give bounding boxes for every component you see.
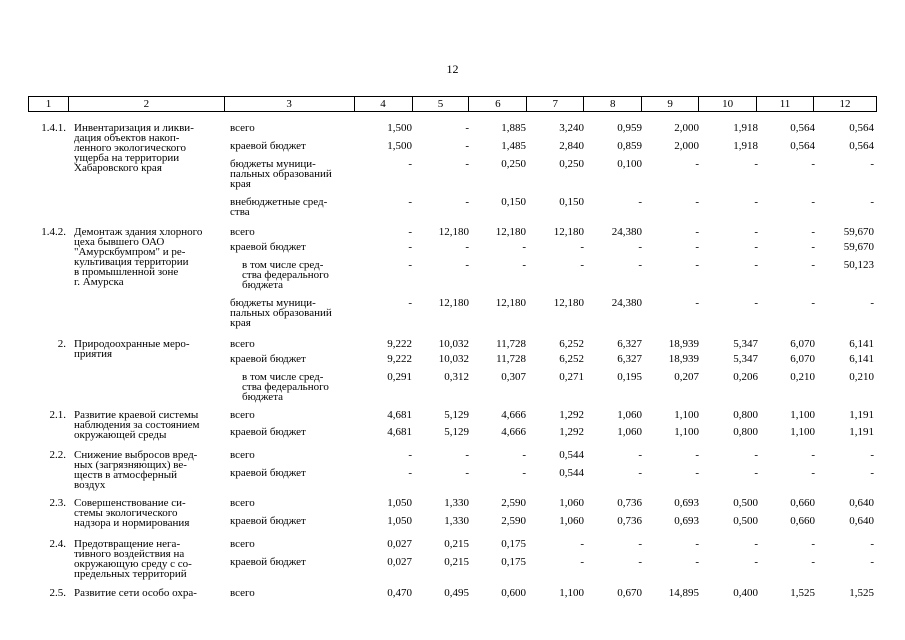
value-cell: 11,728 <box>496 353 526 365</box>
value-cell: 1,060 <box>617 426 642 438</box>
value-cell: 1,100 <box>790 426 815 438</box>
value-cell: - <box>580 241 584 253</box>
value-cell: - <box>638 259 642 271</box>
value-cell: - <box>811 241 815 253</box>
value-cell: 1,500 <box>387 122 412 134</box>
value-cell: 0,600 <box>501 587 526 599</box>
column-header-3: 3 <box>224 97 354 112</box>
value-cell: 6,327 <box>617 338 642 350</box>
value-cell: - <box>465 449 469 461</box>
value-cell: - <box>465 140 469 152</box>
value-cell: - <box>811 226 815 238</box>
value-cell: 0,250 <box>559 158 584 170</box>
value-cell: 1,100 <box>674 409 699 421</box>
value-cell: 0,564 <box>790 122 815 134</box>
value-cell: 0,693 <box>674 515 699 527</box>
value-cell: 4,681 <box>387 426 412 438</box>
row-code: 2.5. <box>49 587 66 599</box>
value-cell: 1,100 <box>790 409 815 421</box>
value-cell: 6,141 <box>849 338 874 350</box>
value-cell: - <box>408 226 412 238</box>
value-cell: 1,918 <box>733 122 758 134</box>
value-cell: - <box>580 556 584 568</box>
value-cell: - <box>695 556 699 568</box>
value-cell: 2,840 <box>559 140 584 152</box>
value-cell: 0,215 <box>444 538 469 550</box>
value-cell: 1,100 <box>674 426 699 438</box>
value-cell: 1,292 <box>559 409 584 421</box>
funding-source: всего <box>230 449 255 461</box>
value-cell: - <box>408 467 412 479</box>
value-cell: 0,195 <box>617 371 642 383</box>
value-cell: - <box>408 449 412 461</box>
value-cell: 0,800 <box>733 426 758 438</box>
value-cell: - <box>695 196 699 208</box>
value-cell: - <box>695 226 699 238</box>
row-title: Снижение выбросов вред- ных (загрязняющих) ве- ществ в атмосферный воздух <box>74 449 198 491</box>
value-cell: 9,222 <box>387 353 412 365</box>
value-cell: - <box>811 467 815 479</box>
row-code: 2. <box>57 338 66 350</box>
value-cell: 1,885 <box>501 122 526 134</box>
value-cell: 6,252 <box>559 338 584 350</box>
value-cell: 12,180 <box>553 226 584 238</box>
value-cell: - <box>754 538 758 550</box>
column-header-table <box>28 96 877 112</box>
funding-source: всего <box>230 226 255 238</box>
value-cell: - <box>580 538 584 550</box>
value-cell: 0,175 <box>501 538 526 550</box>
value-cell: 5,129 <box>444 426 469 438</box>
value-cell: - <box>522 259 526 271</box>
value-cell: 0,100 <box>617 158 642 170</box>
value-cell: - <box>408 196 412 208</box>
row-title: Развитие сети особо охра- <box>74 587 197 599</box>
column-header-2: 2 <box>68 97 224 112</box>
row-title: Совершенствование си- стемы экологического надзора и нормирования <box>74 497 190 529</box>
column-header-4: 4 <box>354 97 412 112</box>
value-cell: 1,060 <box>617 409 642 421</box>
value-cell: 0,564 <box>790 140 815 152</box>
funding-source: краевой бюджет <box>230 353 306 365</box>
column-header-11: 11 <box>757 97 814 112</box>
value-cell: 1,060 <box>559 515 584 527</box>
value-cell: 1,485 <box>501 140 526 152</box>
value-cell: 0,670 <box>617 587 642 599</box>
value-cell: 4,681 <box>387 409 412 421</box>
column-header-row <box>29 97 877 112</box>
value-cell: 0,027 <box>387 556 412 568</box>
value-cell: - <box>408 297 412 309</box>
value-cell: - <box>638 538 642 550</box>
value-cell: 1,330 <box>444 515 469 527</box>
value-cell: 0,215 <box>444 556 469 568</box>
value-cell: - <box>870 196 874 208</box>
value-cell: 4,666 <box>501 409 526 421</box>
funding-source: всего <box>230 409 255 421</box>
value-cell: - <box>754 556 758 568</box>
value-cell: 0,207 <box>674 371 699 383</box>
value-cell: - <box>580 259 584 271</box>
value-cell: 24,380 <box>611 226 642 238</box>
value-cell: 0,500 <box>733 497 758 509</box>
value-cell: 0,400 <box>733 587 758 599</box>
value-cell: - <box>811 196 815 208</box>
value-cell: - <box>754 226 758 238</box>
row-code: 1.4.1. <box>41 122 66 134</box>
value-cell: 0,564 <box>849 140 874 152</box>
value-cell: - <box>870 538 874 550</box>
funding-source: в том числе сред- ства федерального бюджета <box>242 371 329 403</box>
value-cell: 0,210 <box>849 371 874 383</box>
value-cell: - <box>695 241 699 253</box>
row-title: Природоохранные меро- приятия <box>74 338 190 360</box>
column-header-1: 1 <box>29 97 69 112</box>
value-cell: - <box>638 449 642 461</box>
value-cell: 0,736 <box>617 515 642 527</box>
row-code: 2.1. <box>49 409 66 421</box>
value-cell: 0,544 <box>559 449 584 461</box>
value-cell: - <box>811 297 815 309</box>
value-cell: 1,050 <box>387 515 412 527</box>
value-cell: - <box>811 259 815 271</box>
value-cell: 6,141 <box>849 353 874 365</box>
row-title: Предотвращение нега- тивного воздействия на окружающую среду с со- предельных территорий <box>74 538 192 580</box>
column-header-7: 7 <box>527 97 584 112</box>
column-header-12: 12 <box>813 97 876 112</box>
value-cell: 0,660 <box>790 515 815 527</box>
value-cell: 12,180 <box>438 226 469 238</box>
row-title: Инвентаризация и ликви- дация объектов накоп- ленного экологического ущерба на территории Хабаровского края <box>74 122 194 174</box>
value-cell: 0,150 <box>559 196 584 208</box>
value-cell: 0,693 <box>674 497 699 509</box>
value-cell: - <box>811 556 815 568</box>
value-cell: - <box>811 158 815 170</box>
value-cell: 0,564 <box>849 122 874 134</box>
value-cell: - <box>870 556 874 568</box>
value-cell: 12,180 <box>495 226 526 238</box>
value-cell: - <box>811 538 815 550</box>
value-cell: 6,327 <box>617 353 642 365</box>
funding-source: краевой бюджет <box>230 467 306 479</box>
row-code: 1.4.2. <box>41 226 66 238</box>
value-cell: - <box>408 259 412 271</box>
funding-source: всего <box>230 587 255 599</box>
funding-source: краевой бюджет <box>230 241 306 253</box>
value-cell: - <box>408 241 412 253</box>
value-cell: 1,191 <box>849 426 874 438</box>
value-cell: - <box>638 241 642 253</box>
value-cell: 1,191 <box>849 409 874 421</box>
value-cell: - <box>754 196 758 208</box>
value-cell: 10,032 <box>438 353 469 365</box>
value-cell: 0,500 <box>733 515 758 527</box>
value-cell: - <box>870 467 874 479</box>
column-header-5: 5 <box>412 97 469 112</box>
value-cell: 59,670 <box>843 241 874 253</box>
value-cell: 18,939 <box>668 338 699 350</box>
value-cell: 24,380 <box>611 297 642 309</box>
row-title: Демонтаж здания хлорного цеха бывшего ОАО "Амурскбумпром" и ре- культивация территории в промышленной зоне г. Амурска <box>74 226 203 288</box>
value-cell: - <box>465 122 469 134</box>
funding-source: бюджеты муници- пальных образований края <box>230 158 332 190</box>
value-cell: 1,918 <box>733 140 758 152</box>
value-cell: - <box>465 158 469 170</box>
value-cell: - <box>638 196 642 208</box>
value-cell: - <box>695 297 699 309</box>
value-cell: - <box>811 449 815 461</box>
value-cell: 1,330 <box>444 497 469 509</box>
value-cell: 0,027 <box>387 538 412 550</box>
value-cell: - <box>638 556 642 568</box>
value-cell: 18,939 <box>668 353 699 365</box>
value-cell: 4,666 <box>501 426 526 438</box>
value-cell: - <box>870 158 874 170</box>
value-cell: 6,070 <box>790 353 815 365</box>
row-code: 2.4. <box>49 538 66 550</box>
value-cell: 0,250 <box>501 158 526 170</box>
value-cell: 2,000 <box>674 140 699 152</box>
value-cell: - <box>754 241 758 253</box>
funding-source: бюджеты муници- пальных образований края <box>230 297 332 329</box>
value-cell: 0,640 <box>849 497 874 509</box>
value-cell: - <box>408 158 412 170</box>
value-cell: 12,180 <box>495 297 526 309</box>
value-cell: 0,736 <box>617 497 642 509</box>
value-cell: 0,959 <box>617 122 642 134</box>
value-cell: - <box>695 449 699 461</box>
value-cell: 0,800 <box>733 409 758 421</box>
value-cell: - <box>870 449 874 461</box>
value-cell: - <box>465 241 469 253</box>
funding-source: всего <box>230 122 255 134</box>
value-cell: 2,590 <box>501 497 526 509</box>
value-cell: - <box>695 158 699 170</box>
value-cell: 1,100 <box>559 587 584 599</box>
value-cell: 0,660 <box>790 497 815 509</box>
value-cell: 11,728 <box>496 338 526 350</box>
value-cell: 6,252 <box>559 353 584 365</box>
value-cell: 1,292 <box>559 426 584 438</box>
value-cell: 2,000 <box>674 122 699 134</box>
value-cell: 50,123 <box>843 259 874 271</box>
value-cell: - <box>522 241 526 253</box>
value-cell: 1,060 <box>559 497 584 509</box>
value-cell: 0,859 <box>617 140 642 152</box>
value-cell: 0,175 <box>501 556 526 568</box>
value-cell: - <box>695 259 699 271</box>
funding-source: внебюджетные сред- ства <box>230 196 328 218</box>
page-number: 12 <box>446 62 459 76</box>
value-cell: 0,291 <box>387 371 412 383</box>
value-cell: 3,240 <box>559 122 584 134</box>
value-cell: - <box>695 538 699 550</box>
funding-source: всего <box>230 538 255 550</box>
value-cell: 0,206 <box>733 371 758 383</box>
value-cell: 1,500 <box>387 140 412 152</box>
value-cell: - <box>465 259 469 271</box>
value-cell: 0,495 <box>444 587 469 599</box>
funding-source: всего <box>230 497 255 509</box>
value-cell: 5,347 <box>733 353 758 365</box>
value-cell: 0,544 <box>559 467 584 479</box>
value-cell: - <box>754 259 758 271</box>
value-cell: 1,525 <box>849 587 874 599</box>
row-code: 2.3. <box>49 497 66 509</box>
value-cell: - <box>754 449 758 461</box>
value-cell: 0,470 <box>387 587 412 599</box>
funding-source: всего <box>230 338 255 350</box>
funding-source: в том числе сред- ства федерального бюджета <box>242 259 329 291</box>
funding-source: краевой бюджет <box>230 426 306 438</box>
value-cell: - <box>522 449 526 461</box>
value-cell: - <box>522 467 526 479</box>
value-cell: 0,312 <box>444 371 469 383</box>
value-cell: 0,271 <box>559 371 584 383</box>
value-cell: - <box>754 467 758 479</box>
column-header-6: 6 <box>469 97 527 112</box>
value-cell: 12,180 <box>553 297 584 309</box>
value-cell: 6,070 <box>790 338 815 350</box>
value-cell: - <box>754 297 758 309</box>
value-cell: 59,670 <box>843 226 874 238</box>
column-header-9: 9 <box>642 97 699 112</box>
value-cell: 14,895 <box>668 587 699 599</box>
value-cell: 9,222 <box>387 338 412 350</box>
funding-source: краевой бюджет <box>230 140 306 152</box>
value-cell: 0,640 <box>849 515 874 527</box>
value-cell: - <box>638 467 642 479</box>
funding-source: краевой бюджет <box>230 556 306 568</box>
value-cell: 0,150 <box>501 196 526 208</box>
value-cell: 2,590 <box>501 515 526 527</box>
value-cell: 1,050 <box>387 497 412 509</box>
column-header-10: 10 <box>699 97 757 112</box>
value-cell: 0,210 <box>790 371 815 383</box>
funding-source: краевой бюджет <box>230 515 306 527</box>
row-title: Развитие краевой системы наблюдения за состоянием окружающей среды <box>74 409 200 441</box>
column-header-8: 8 <box>584 97 642 112</box>
value-cell: - <box>870 297 874 309</box>
row-code: 2.2. <box>49 449 66 461</box>
value-cell: - <box>465 196 469 208</box>
value-cell: - <box>695 467 699 479</box>
value-cell: 12,180 <box>438 297 469 309</box>
value-cell: - <box>465 467 469 479</box>
value-cell: 1,525 <box>790 587 815 599</box>
value-cell: 10,032 <box>438 338 469 350</box>
value-cell: - <box>754 158 758 170</box>
value-cell: 5,129 <box>444 409 469 421</box>
value-cell: 0,307 <box>501 371 526 383</box>
value-cell: 5,347 <box>733 338 758 350</box>
